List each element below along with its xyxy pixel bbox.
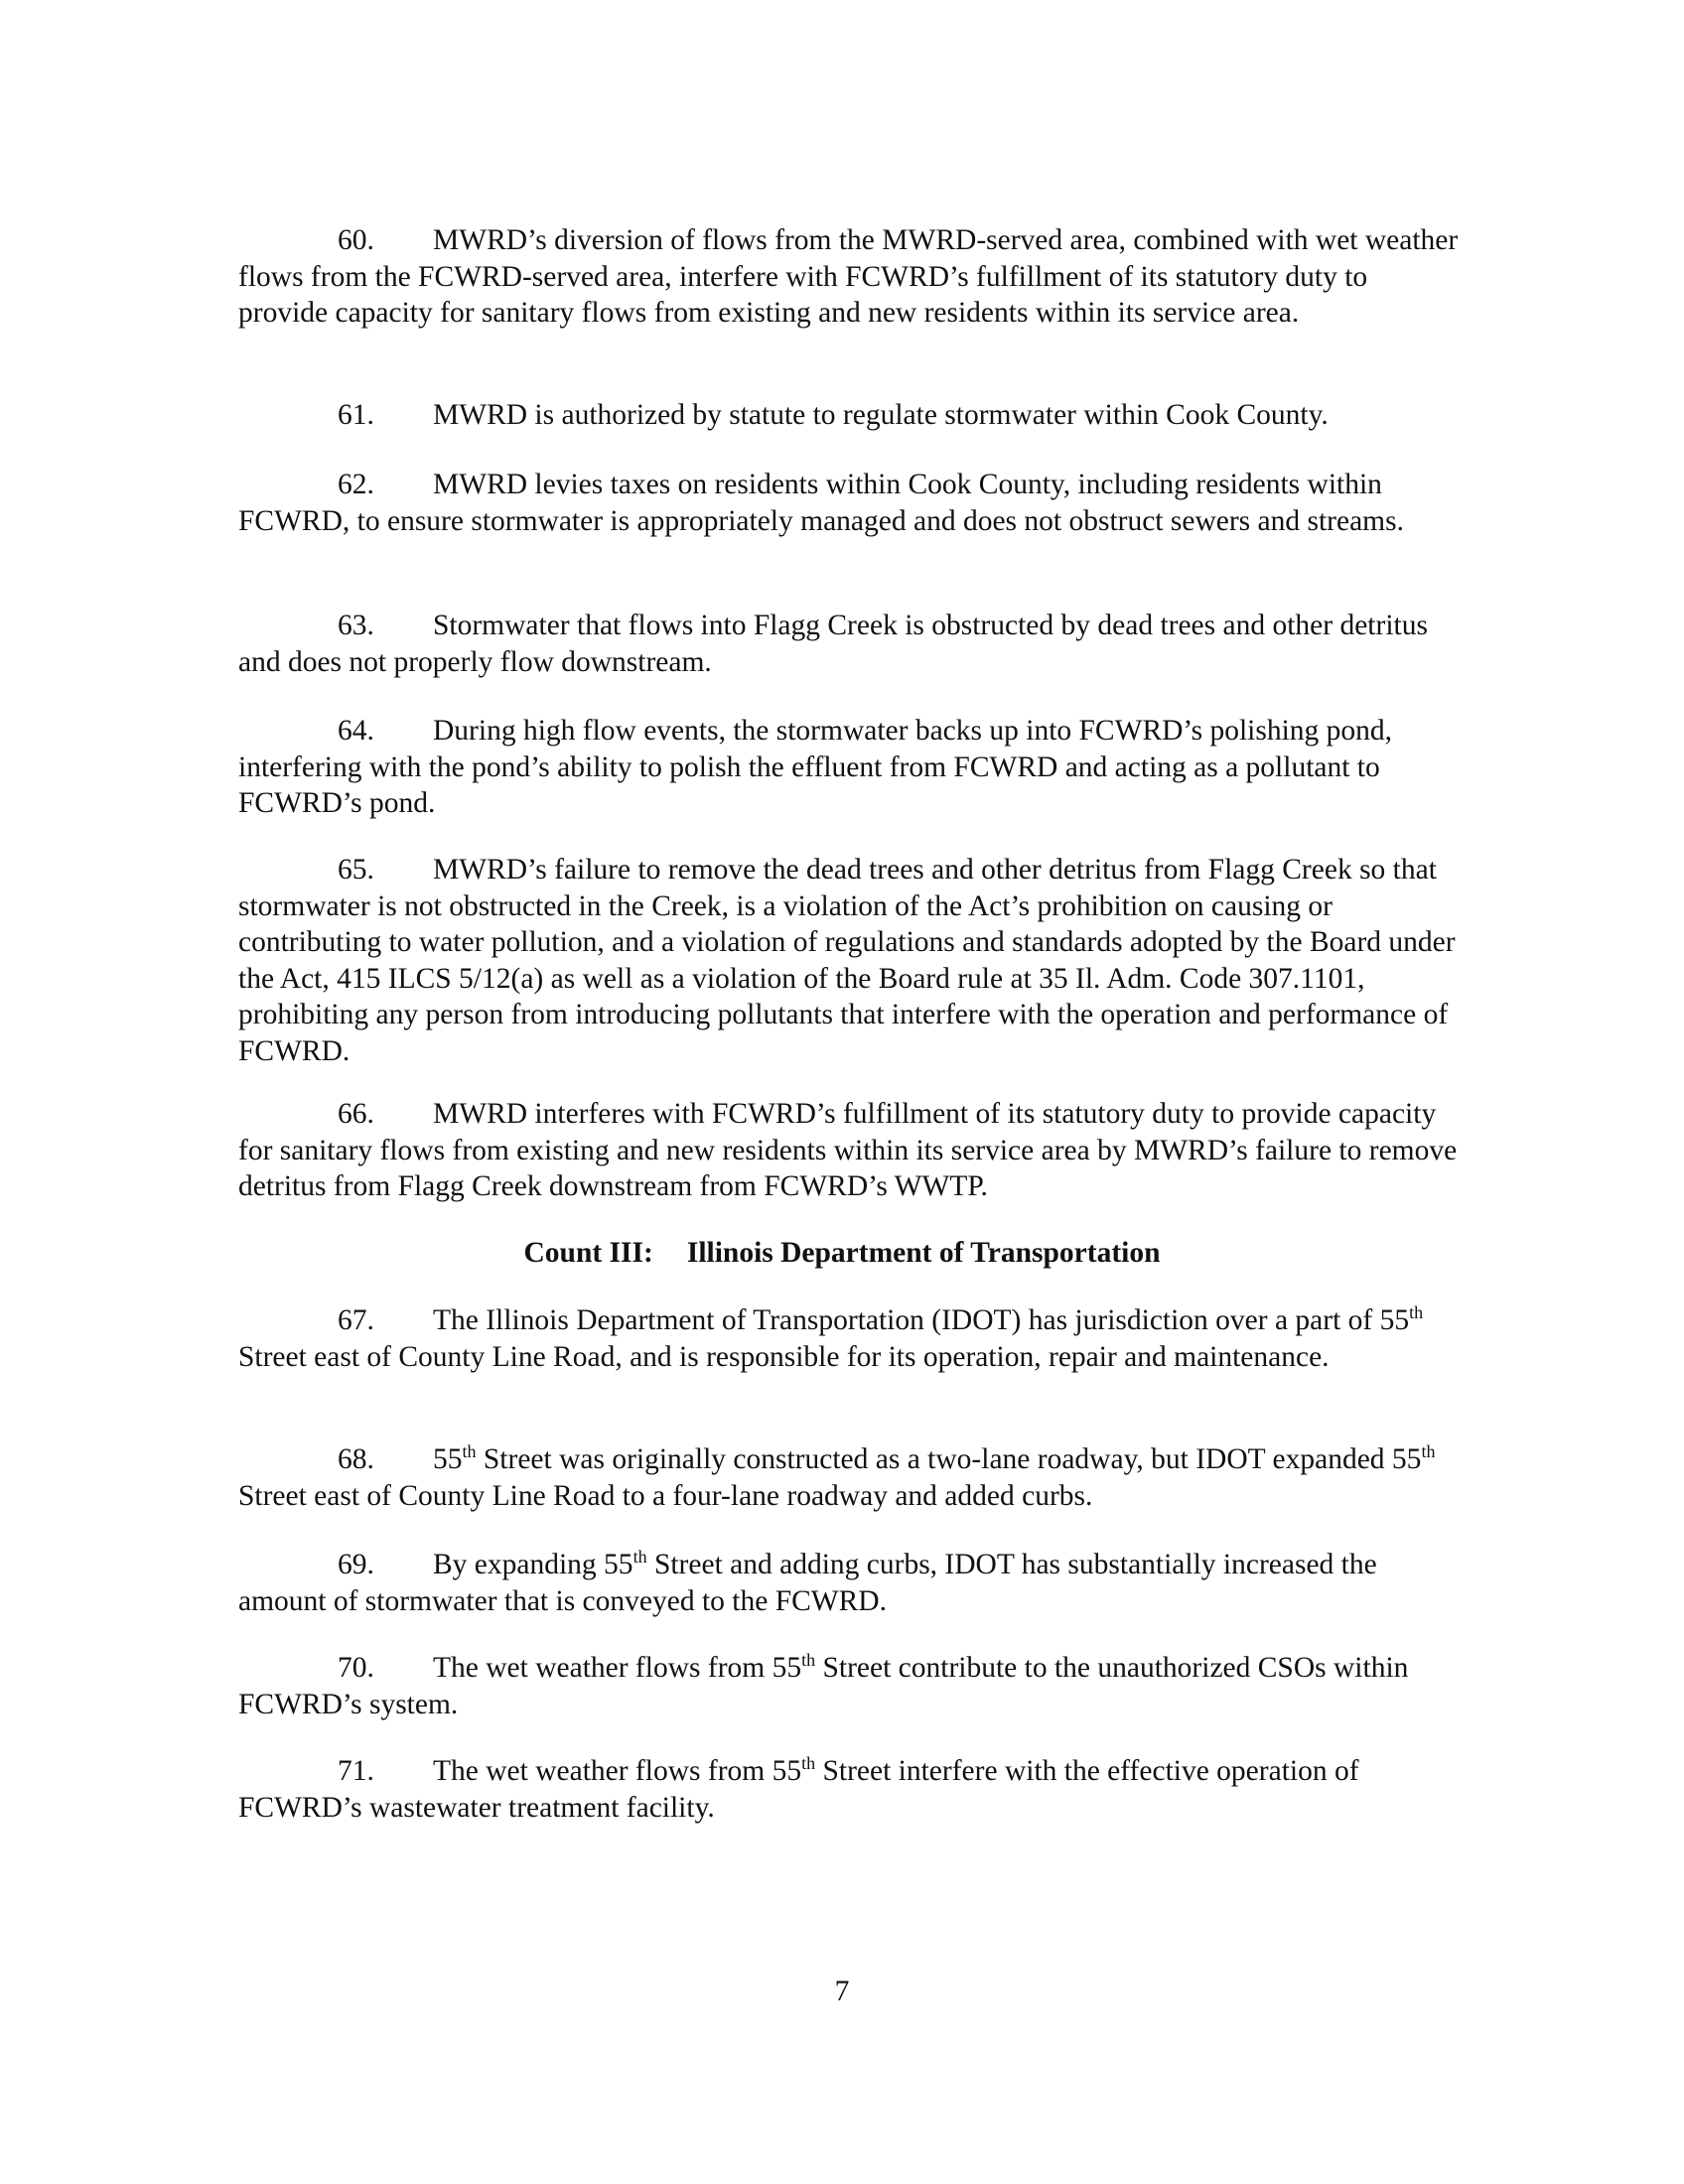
paragraph-text: MWRD levies taxes on residents within Cook County, including residents within FCWRD, to ensure stormwater is appropriately managed and does not obstruct sewers and streams. (238, 469, 1404, 537)
paragraph-number: 64. (338, 715, 374, 747)
paragraph-number: 60. (338, 224, 374, 256)
superscript: th (1421, 1441, 1436, 1462)
paragraph-number: 65. (338, 854, 374, 886)
paragraph-number: 69. (338, 1549, 374, 1580)
paragraph-number: 62. (338, 469, 374, 500)
paragraph-number: 61. (338, 399, 374, 431)
superscript: th (462, 1441, 477, 1462)
superscript: th (801, 1650, 816, 1671)
paragraph-69 (238, 1547, 1460, 1619)
paragraph-text: MWRD is authorized by statute to regulate stormwater within Cook County. (433, 399, 1329, 431)
paragraph-71 (238, 1753, 1460, 1826)
paragraph-number: 63. (338, 610, 374, 641)
paragraph-text: Street east of County Line Road, and is responsible for its operation, repair and maintenance. (238, 1340, 1330, 1373)
section-heading (0, 1235, 1684, 1271)
paragraph-text: During high flow events, the stormwater backs up into FCWRD’s polishing pond, interfering with the pond’s ability to polish the effluent from FCWRD and acting as a pollutant to FCWRD’s pond. (238, 715, 1393, 819)
paragraph-64 (238, 713, 1460, 822)
paragraph-text: Street and adding curbs, IDOT has substantially increased the amount of stormwater that is conveyed to the FCWRD. (238, 1549, 1377, 1617)
paragraph-text: MWRD interferes with FCWRD’s fulfillment of its statutory duty to provide capacity for sanitary flows from existing and new residents within its service area by MWRD’s failure to remove detritus from Flagg Creek downstream from FCWRD’s WWTP. (238, 1098, 1458, 1202)
paragraph-number: 71. (338, 1755, 374, 1787)
paragraph-61 (238, 397, 1460, 434)
paragraph-text: Stormwater that flows into Flagg Creek is obstructed by dead trees and other detritus and does not properly flow downstream. (238, 610, 1428, 678)
paragraph-67 (238, 1302, 1460, 1375)
paragraph-text: MWRD’s diversion of flows from the MWRD-served area, combined with wet weather flows from the FCWRD-served area, interfere with FCWRD’s fulfillment of its statutory duty to provide capacity for sanitary flows from existing and new residents within its service area. (238, 224, 1459, 329)
paragraph-text: Street interfere with the effective operation of FCWRD’s wastewater treatment facility. (238, 1755, 1359, 1824)
paragraph-text: Street east of County Line Road to a four-lane roadway and added curbs. (238, 1479, 1093, 1512)
superscript: th (632, 1547, 647, 1568)
paragraph-text: Street was originally constructed as a two-lane roadway, but IDOT expanded 55 (476, 1443, 1422, 1475)
paragraph-70 (238, 1650, 1460, 1722)
paragraph-text: MWRD’s failure to remove the dead trees and other detritus from Flagg Creek so that stormwater is not obstructed in the Creek, is a violation of the Act’s prohibition on causing or contributing to water pollution, and a violation of regulations and standards adopted by the Board under the Act, 415 ILCS 5/12(a) as well as a violation of the Board rule at 35 Il. Adm. Code 307.1101, prohibiting any person from introducing pollutants that interfere with the operation and performance of FCWRD. (238, 854, 1456, 1067)
superscript: th (801, 1753, 816, 1774)
paragraph-60 (238, 222, 1460, 332)
paragraph-text: The wet weather flows from 55 (433, 1755, 802, 1787)
paragraph-63 (238, 608, 1460, 680)
paragraph-65 (238, 852, 1460, 1069)
paragraph-text: By expanding 55 (433, 1549, 633, 1580)
paragraph-text: Street contribute to the unauthorized CSOs within FCWRD’s system. (238, 1652, 1409, 1720)
page-number: 7 (834, 1976, 850, 2007)
paragraph-66 (238, 1096, 1460, 1205)
paragraph-text: 55 (433, 1443, 463, 1475)
paragraph-number: 67. (338, 1304, 374, 1336)
paragraph-number: 68. (338, 1443, 374, 1475)
heading-title: Illinois Department of Transportation (686, 1237, 1161, 1269)
paragraph-62 (238, 467, 1460, 539)
paragraph-text: The wet weather flows from 55 (433, 1652, 802, 1684)
paragraph-text: The Illinois Department of Transportation (IDOT) has jurisdiction over a part of 55 (433, 1304, 1410, 1336)
superscript: th (1409, 1302, 1424, 1323)
paragraph-number: 66. (338, 1098, 374, 1130)
heading-label: Count III: (523, 1237, 653, 1269)
paragraph-68 (238, 1441, 1460, 1514)
paragraph-number: 70. (338, 1652, 374, 1684)
